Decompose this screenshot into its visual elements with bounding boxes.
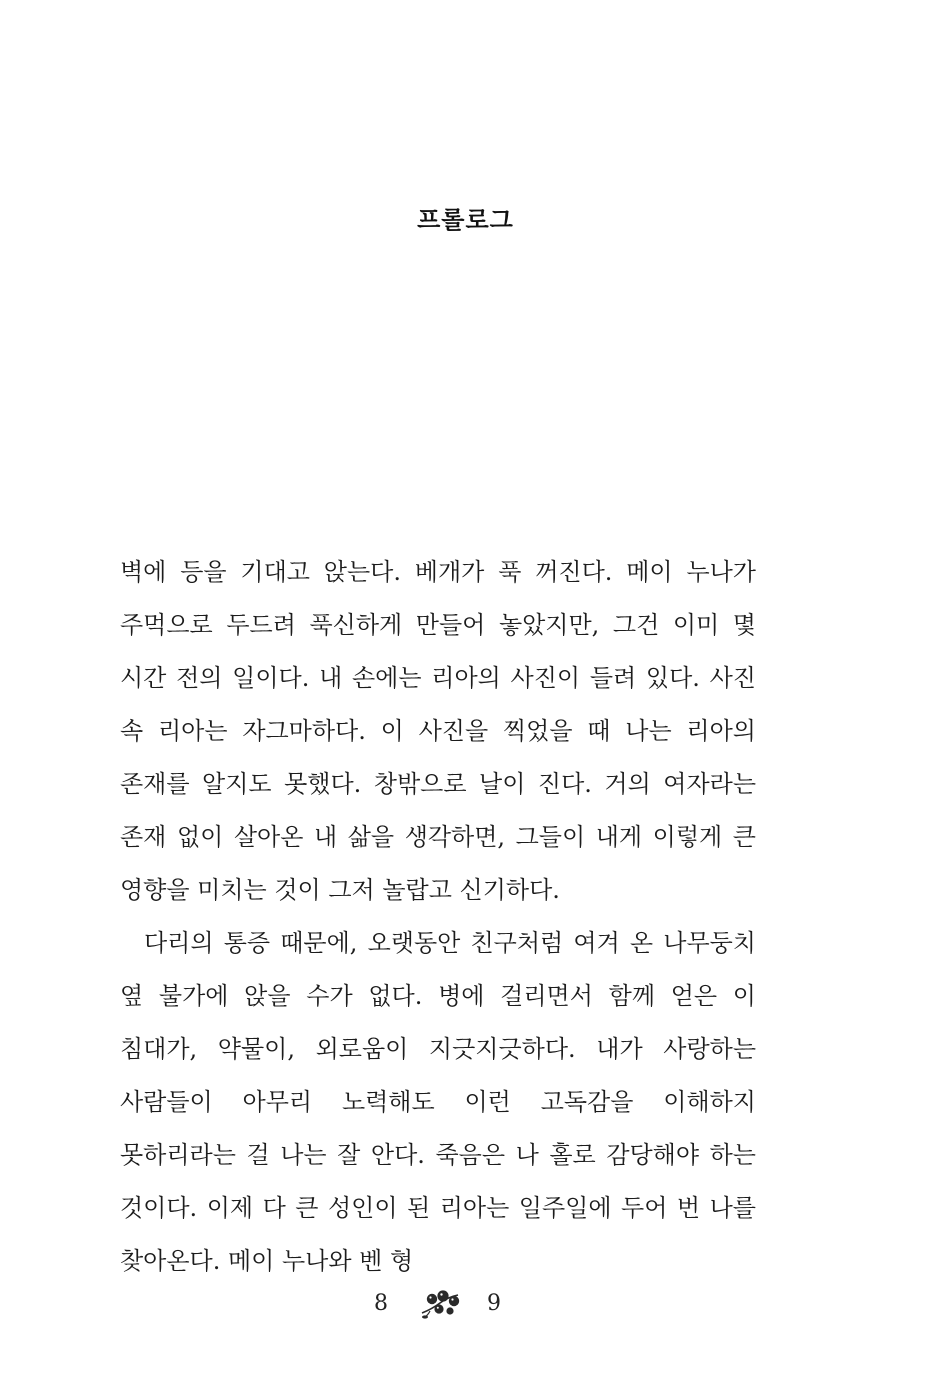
right-page-number: 9 [487,1291,501,1316]
page-footer [0,1283,931,1323]
chapter-title: 프롤로그 [417,206,514,234]
berry-branch-icon [418,1287,464,1321]
paragraph-1: 벽에 등을 기대고 앉는다. 베개가 푹 꺼진다. 메이 누나가 주먹으로 두드려 푹신하게 만들어 놓았지만, 그건 이미 몇 시간 전의 일이다. 내 손에는 리아의 사진이 들려 있다. 사진 속 리아는 자그마하다. 이 사진을 찍었을 때 나는 리아의 존재를 알지도 못했다. 창밖으로 날이 진다. 거의 여자라는 존재 없이 살아온 내 삶을 생각하면, 그들이 내게 이렇게 큰 영향을 미치는 것이 그저 놀랍고 신기하다. [120,558,756,904]
left-page-number: 8 [374,1291,388,1316]
body-text [120,546,756,1288]
paragraph-2: 다리의 통증 때문에, 오랫동안 친구처럼 여겨 온 나무둥치 옆 불가에 앉을 수가 없다. 병에 걸리면서 함께 얻은 이 침대가, 약물이, 외로움이 지긋지긋하다. 내가 사랑하는 사람들이 아무리 노력해도 이런 고독감을 이해하지 못하리라는 걸 나는 잘 안다. 죽음은 나 홀로 감당해야 하는 것이다. 이제 다 큰 성인이 된 리아는 일주일에 두어 번 나를 찾아온다. 메이 누나와 벤 형 [120,929,756,1275]
